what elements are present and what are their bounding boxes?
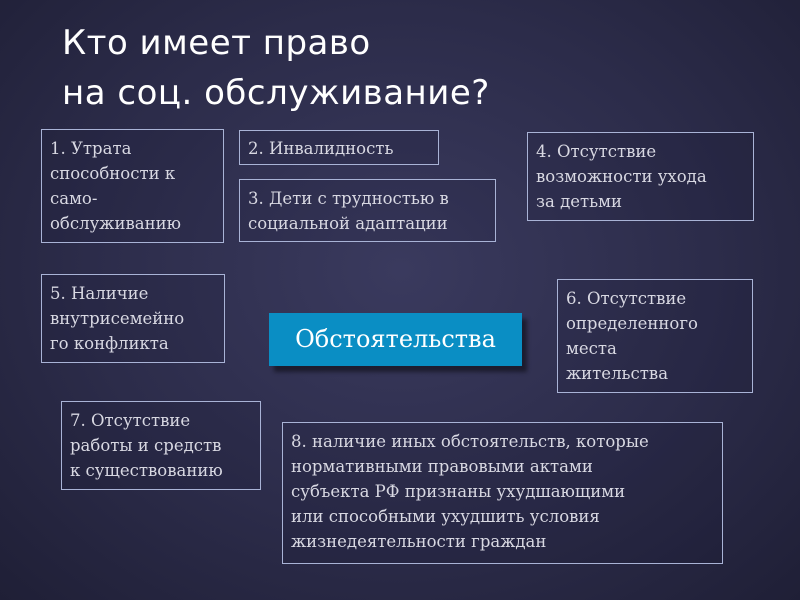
- circumstance-box-8: [282, 422, 723, 564]
- circumstance-box-5: [41, 274, 225, 363]
- box-8-line-1: 8. наличие иных обстоятельств, которые: [291, 432, 649, 451]
- box-6-line-3: места: [566, 339, 617, 358]
- box-5-line-3: го конфликта: [50, 334, 169, 353]
- box-1-line-4: обслуживанию: [50, 214, 181, 233]
- circumstance-box-6: [557, 279, 753, 393]
- box-7-line-1: 7. Отсутствие: [70, 411, 191, 430]
- box-4-line-1: 4. Отсутствие: [536, 142, 657, 161]
- box-4-line-2: возможности ухода: [536, 167, 707, 186]
- box-8-line-4: или способными ухудшить условия: [291, 507, 600, 526]
- box-1-line-3: само-: [50, 189, 98, 208]
- box-5-line-1: 5. Наличие: [50, 284, 149, 303]
- box-5-line-2: внутрисемейно: [50, 309, 185, 328]
- box-2-line-1: 2. Инвалидность: [248, 139, 394, 158]
- box-4-line-3: за детьми: [536, 192, 622, 211]
- slide-title-line-1: Кто имеет право: [62, 23, 371, 63]
- box-8-line-5: жизнедеятельности граждан: [291, 532, 547, 551]
- circumstance-box-2: [239, 130, 439, 165]
- slide-title-line-2: на соц. обслуживание?: [62, 73, 490, 113]
- circumstance-box-3: [239, 179, 496, 242]
- box-3-line-2: социальной адаптации: [248, 214, 448, 233]
- circumstance-box-1: [41, 129, 224, 243]
- box-7-line-3: к существованию: [70, 461, 223, 480]
- circumstance-box-7: [61, 401, 261, 490]
- circumstance-box-4: [527, 132, 754, 221]
- box-8-line-3: субъекта РФ признаны ухудшающими: [291, 482, 626, 501]
- box-1-line-1: 1. Утрата: [50, 139, 132, 158]
- box-6-line-2: определенного: [566, 314, 698, 333]
- slide-title: [62, 18, 490, 118]
- box-7-line-2: работы и средств: [70, 436, 222, 455]
- box-3-line-1: 3. Дети с трудностью в: [248, 189, 449, 208]
- box-6-line-1: 6. Отсутствие: [566, 289, 687, 308]
- center-label-circumstances: Обстоятельства: [269, 313, 522, 366]
- box-8-line-2: нормативными правовыми актами: [291, 457, 593, 476]
- box-1-line-2: способности к: [50, 164, 176, 183]
- box-6-line-4: жительства: [566, 364, 669, 383]
